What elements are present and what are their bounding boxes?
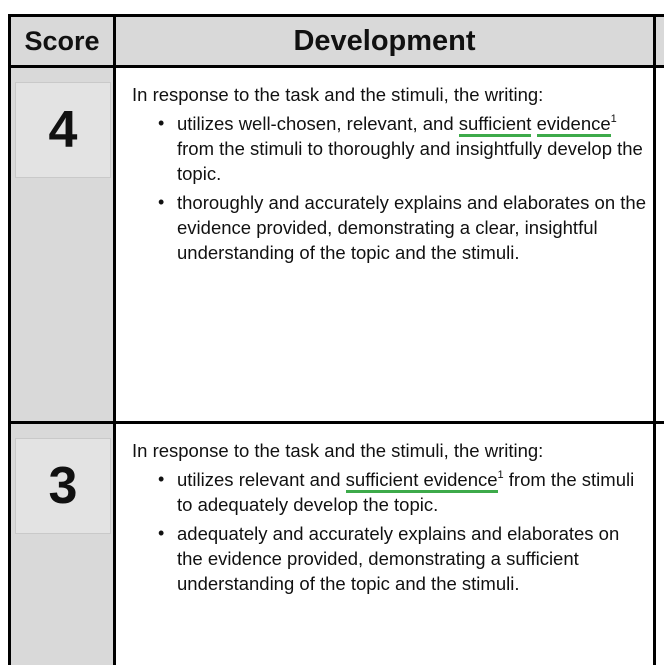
row-intro: In response to the task and the stimuli, the writing: — [132, 440, 544, 461]
development-column-header: Development — [116, 14, 656, 68]
underlined-phrase: sufficient evidence — [346, 469, 498, 493]
row-intro: In response to the task and the stimuli, the writing: — [132, 84, 544, 105]
footnote-marker: 1 — [497, 469, 504, 481]
criteria-text: from the stimuli to adequately develop the topic. — [177, 469, 635, 515]
underlined-phrase: sufficient — [459, 113, 532, 137]
criteria-text: adequately and accurately explains and elaborates on the evidence provided, demonstrating a sufficient understanding of the topic and the stimuli. — [177, 523, 620, 594]
criteria-item — [177, 467, 653, 517]
criteria-item — [177, 521, 653, 596]
criteria-text: thoroughly and accurately explains and elaborates on the evidence provided, demonstrating a clear, insightful understanding of the topic and the stimuli. — [177, 192, 646, 263]
score-value: 4 — [15, 82, 111, 178]
next-column-header-edge — [656, 14, 664, 68]
score-cell-4 — [8, 68, 116, 422]
criteria-list — [132, 467, 653, 596]
footnote-marker: 1 — [610, 113, 617, 125]
criteria-item — [177, 111, 653, 186]
criteria-list — [132, 111, 653, 265]
score-cell-3 — [8, 424, 116, 665]
criteria-text: utilizes well-chosen, relevant, and — [177, 113, 459, 134]
development-cell-3 — [116, 424, 656, 665]
score-column-header: Score — [8, 14, 116, 68]
criteria-item — [177, 190, 653, 265]
criteria-text: from the stimuli to thoroughly and insightfully develop the topic. — [177, 138, 643, 184]
score-value: 3 — [15, 438, 111, 534]
underlined-phrase: evidence — [537, 113, 611, 137]
development-cell-4 — [116, 68, 656, 422]
criteria-text: utilizes relevant and — [177, 469, 346, 490]
